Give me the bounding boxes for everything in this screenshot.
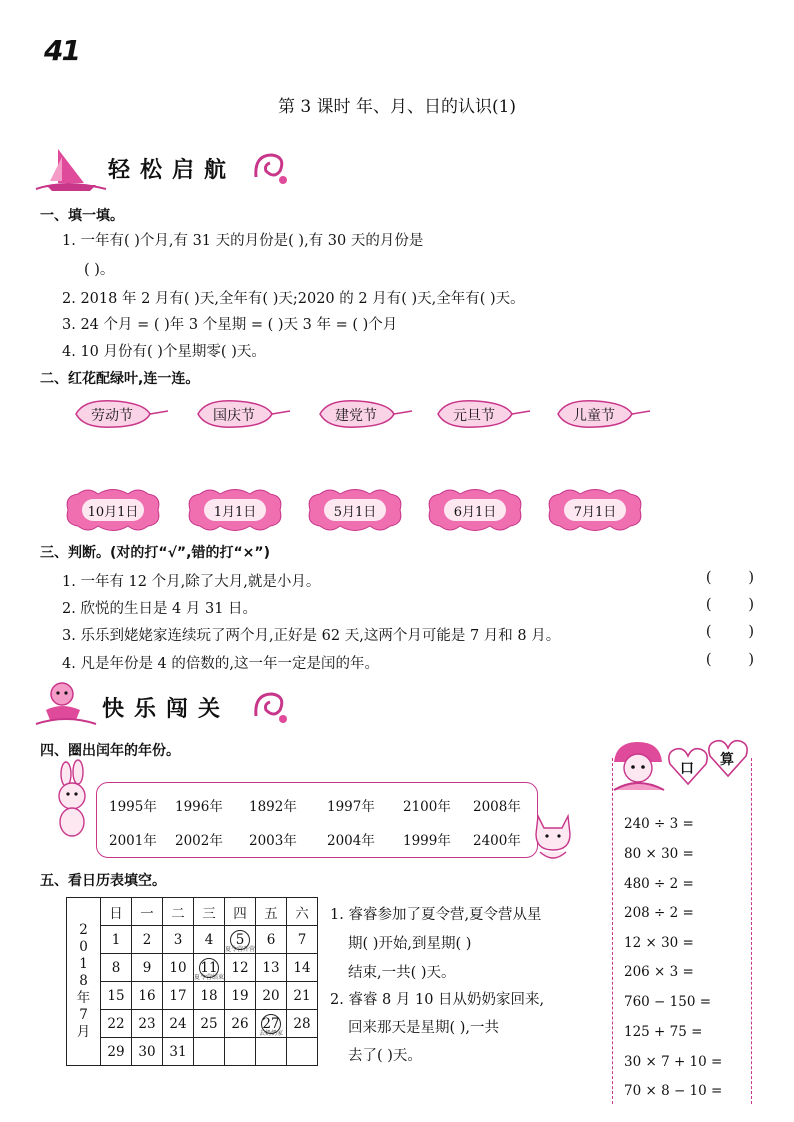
leaf-item[interactable]: [436, 399, 526, 429]
year-item[interactable]: 2400年: [473, 833, 521, 849]
calendar-day: 19: [225, 982, 256, 1010]
sailboat-icon: [36, 143, 106, 191]
year-item[interactable]: 2004年: [327, 833, 375, 849]
calendar-day: [225, 1038, 256, 1066]
calendar-question-2-line1: 2. 睿睿 8 月 10 日从奶奶家回来,: [330, 992, 545, 1008]
judge-item-1: 1. 一年有 12 个月,除了大月,就是小月。: [62, 574, 321, 590]
calendar-day: 29: [101, 1038, 132, 1066]
calendar-day: 7: [287, 926, 318, 954]
calendar-day: 25: [194, 1010, 225, 1038]
mental-arithmetic-panel: [612, 758, 752, 1104]
mental-item: 760 − 150 =: [624, 994, 712, 1010]
leap-year-box: [96, 782, 538, 858]
circled-day: 27: [262, 1015, 280, 1032]
q2-line: 2. 2018 年 2 月有( )天,全年有( )天;2020 的 2 月有( )天,全年有( )天。: [62, 291, 525, 307]
section1-heading: 一、填一填。: [40, 208, 124, 224]
leaf-label: 儿童节: [573, 408, 615, 424]
mental-item: 240 ÷ 3 =: [624, 816, 694, 832]
calendar-day: 24: [163, 1010, 194, 1038]
year-item[interactable]: 1997年: [327, 799, 375, 815]
year-item[interactable]: 2003年: [249, 833, 297, 849]
year-item[interactable]: 2008年: [473, 799, 521, 815]
calendar-question-2-line3: 去了( )天。: [348, 1048, 422, 1064]
lesson-title: 第 3 课时 年、月、日的认识(1): [277, 97, 517, 117]
year-item[interactable]: 1999年: [403, 833, 451, 849]
calendar-day: 22: [101, 1010, 132, 1038]
calendar-day: 26: [225, 1010, 256, 1038]
calendar-day: 13: [256, 954, 287, 982]
circled-day: 11: [200, 959, 218, 976]
flower-label: 1月1日: [213, 505, 257, 520]
flower-label: 7月1日: [573, 505, 617, 520]
year-item[interactable]: 2002年: [175, 833, 223, 849]
year-item[interactable]: 1995年: [109, 799, 157, 815]
banner-title: 轻松启航: [108, 158, 237, 183]
calendar-day: 2: [132, 926, 163, 954]
cartoon-character-icon: [36, 680, 96, 728]
q3-line: 3. 24 个月 = ( )年 3 个星期 = ( )天 3 年 = ( )个月: [62, 317, 398, 333]
leaf-label: 国庆节: [213, 408, 255, 424]
year-item[interactable]: 1996年: [175, 799, 223, 815]
judge-item-2: 2. 欣悦的生日是 4 月 31 日。: [62, 601, 258, 617]
swirl-decoration-icon: [250, 147, 290, 187]
calendar-day: 20: [256, 982, 287, 1010]
q1-line2: ( )。: [84, 262, 115, 278]
flower-item[interactable]: [426, 488, 524, 532]
calendar-day: 14: [287, 954, 318, 982]
calendar-day: 30: [132, 1038, 163, 1066]
leaf-item[interactable]: [556, 399, 646, 429]
calendar-day-circled: [256, 1010, 287, 1038]
leaf-label: 元旦节: [453, 408, 495, 424]
year-item[interactable]: 1892年: [249, 799, 297, 815]
banner-easy-start: [36, 143, 296, 193]
day-note: 夏令营结束: [194, 974, 225, 981]
section4-heading: 四、圈出闰年的年份。: [40, 743, 180, 759]
weekday-header: 五: [256, 898, 287, 926]
calendar-question-1-line3: 结束,一共( )天。: [348, 965, 456, 981]
flower-item[interactable]: [64, 488, 162, 532]
weekday-header: 一: [132, 898, 163, 926]
answer-paren[interactable]: ( ): [705, 652, 754, 668]
weekday-header: 四: [225, 898, 256, 926]
flower-item[interactable]: [546, 488, 644, 532]
q1-line1: 1. 一年有( )个月,有 31 天的月份是( ),有 30 天的月份是: [62, 233, 424, 249]
calendar-day: 4: [194, 926, 225, 954]
calendar-day: 1: [101, 926, 132, 954]
leaf-item[interactable]: [74, 399, 164, 429]
calendar-day: 31: [163, 1038, 194, 1066]
calendar-day: [194, 1038, 225, 1066]
section5-heading: 五、看日历表填空。: [40, 873, 166, 889]
flower-item[interactable]: [186, 488, 284, 532]
q4-line: 4. 10 月份有( )个星期零( )天。: [62, 344, 266, 360]
judge-item-3: 3. 乐乐到姥姥家连续玩了两个月,正好是 62 天,这两个月可能是 7 月和 8 月。: [62, 628, 561, 644]
leaf-label: 建党节: [335, 408, 377, 424]
circled-day: 5: [230, 930, 250, 950]
calendar-day: 17: [163, 982, 194, 1010]
calendar-day: 9: [132, 954, 163, 982]
calendar-question-2-line2: 回来那天是星期( ),一共: [348, 1020, 500, 1036]
flower-item[interactable]: [306, 488, 404, 532]
calendar-day: 8: [101, 954, 132, 982]
calendar-day: 12: [225, 954, 256, 982]
banner-title: 快乐闯关: [102, 697, 231, 722]
year-item[interactable]: 2100年: [403, 799, 451, 815]
mental-label-2: 算: [720, 752, 734, 768]
day-note: 去奶奶家: [258, 1030, 283, 1037]
cat-icon: [530, 808, 576, 864]
calendar-day-circled: [225, 926, 256, 954]
leaf-item[interactable]: [196, 399, 286, 429]
calendar-day: 23: [132, 1010, 163, 1038]
flower-label: 5月1日: [333, 505, 377, 520]
calendar-day: 10: [163, 954, 194, 982]
calendar-day: 18: [194, 982, 225, 1010]
calendar-day: 3: [163, 926, 194, 954]
calendar-question-1-line2: 期( )开始,到星期( ): [348, 936, 472, 952]
calendar-day-circled: [194, 954, 225, 982]
calendar-day: 21: [287, 982, 318, 1010]
calendar-day: 16: [132, 982, 163, 1010]
judge-item-4: 4. 凡是年份是 4 的倍数的,这一年一定是闰的年。: [62, 656, 379, 672]
mental-item: 12 × 30 =: [624, 935, 694, 951]
calendar-day: [287, 1038, 318, 1066]
mental-item: 80 × 30 =: [624, 846, 694, 862]
weekday-header: 三: [194, 898, 225, 926]
mental-label-1: 口: [680, 761, 694, 777]
weekday-header: 六: [287, 898, 318, 926]
rabbit-icon: [48, 764, 98, 844]
answer-paren[interactable]: ( ): [705, 624, 754, 640]
calendar-day: 28: [287, 1010, 318, 1038]
flower-label: 10月1日: [87, 505, 139, 520]
mental-item: 206 × 3 =: [624, 964, 694, 980]
banner-happy-challenge: [36, 680, 296, 730]
swirl-decoration-icon: [250, 686, 290, 726]
calendar-day: 6: [256, 926, 287, 954]
day-note: 夏令营开营: [225, 946, 256, 953]
section2-heading: 二、红花配绿叶,连一连。: [40, 371, 200, 387]
weekday-header: 日: [101, 898, 132, 926]
leaf-label: 劳动节: [91, 408, 133, 424]
page-number: 41: [44, 34, 79, 67]
weekday-header: 二: [163, 898, 194, 926]
mental-item: 208 ÷ 2 =: [624, 905, 694, 921]
calendar-day: [256, 1038, 287, 1066]
leaf-item[interactable]: [318, 399, 408, 429]
flower-label: 6月1日: [453, 505, 497, 520]
answer-paren[interactable]: ( ): [705, 570, 754, 586]
mental-item: 30 × 7 + 10 =: [624, 1054, 723, 1070]
mental-item: 70 × 8 − 10 =: [624, 1083, 723, 1099]
calendar-month-label: 2 0 1 8 年 7 月: [67, 898, 101, 1066]
answer-paren[interactable]: ( ): [705, 597, 754, 613]
year-item[interactable]: 2001年: [109, 833, 157, 849]
calendar-day: 15: [101, 982, 132, 1010]
section3-heading: 三、判断。(对的打“√”,错的打“×”): [40, 545, 270, 561]
calendar-table: [66, 897, 318, 1066]
calendar-question-1-line1: 1. 睿睿参加了夏令营,夏令营从星: [330, 907, 542, 923]
mental-item: 480 ÷ 2 =: [624, 876, 694, 892]
mental-item: 125 + 75 =: [624, 1024, 703, 1040]
